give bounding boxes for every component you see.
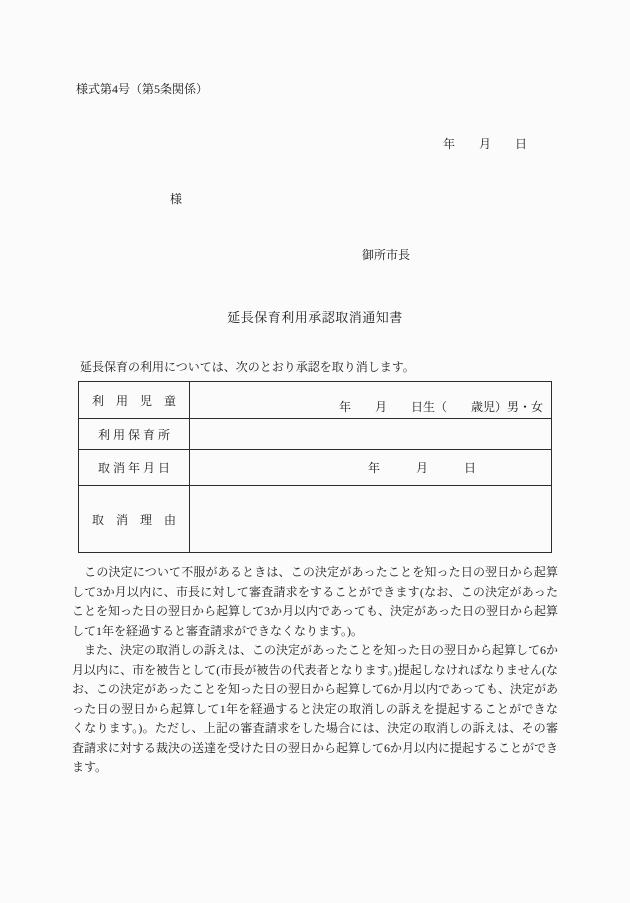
addressee-suffix: 様 <box>170 192 183 206</box>
table-row-nursery <box>79 419 552 450</box>
sender-name: 御所市長 <box>362 248 411 262</box>
appeal-request-note: この決定について不服があるときは、この決定があったことを知った日の翌日から起算して3か月以内に、市長に対して審査請求をすることができます(なお、この決定があったことを知った日の翌日から起算して3か月以内であっても、決定があった日の翌日から起算して1年を経過すると審査請求ができなくなります。)。 <box>72 565 558 638</box>
lawsuit-note: また、決定の取消しの訴えは、この決定があったことを知った日の翌日から起算して6か月以内に、市を被告として(市長が被告の代表者となります。)提起しなければなりません(なお、この決定があったことを知った日の翌日から起算して6か月以内であっても、決定があった日の翌日から起算して1年を経過すると決定の取消しの訴えを提起することができなくなります。)。ただし、上記の審査請求をした場合には、決定の取消しの訴えは、その審査請求に対する裁決の送達を受けた日の翌日から起算して6か月以内に提起することができます。 <box>72 643 559 774</box>
row-value-child-birthdate: 年 月 日生（ 歳児）男・女 <box>190 382 552 419</box>
table-row-cancel-reason <box>79 486 552 553</box>
cancellation-details-table <box>78 381 552 553</box>
row-label-cancel-reason: 取 消 理 由 <box>79 486 190 553</box>
table-row-cancel-date <box>79 450 552 486</box>
row-value-nursery <box>190 419 552 450</box>
intro-sentence: 延長保育の利用については、次のとおり承認を取り消します。 <box>68 360 415 374</box>
row-value-cancel-reason <box>190 486 552 553</box>
legal-notes <box>72 563 558 778</box>
row-value-cancel-date: 年 月 日 <box>190 450 552 486</box>
row-label-child: 利 用 児 童 <box>79 382 190 419</box>
row-label-nursery: 利 用 保 育 所 <box>79 419 190 450</box>
row-label-cancel-date: 取 消 年 月 日 <box>79 450 190 486</box>
table-row-child <box>79 382 552 419</box>
issue-date-line: 年 月 日 <box>443 137 528 151</box>
document-title: 延長保育利用承認取消通知書 <box>227 310 403 325</box>
form-number: 様式第4号（第5条関係） <box>76 82 209 96</box>
